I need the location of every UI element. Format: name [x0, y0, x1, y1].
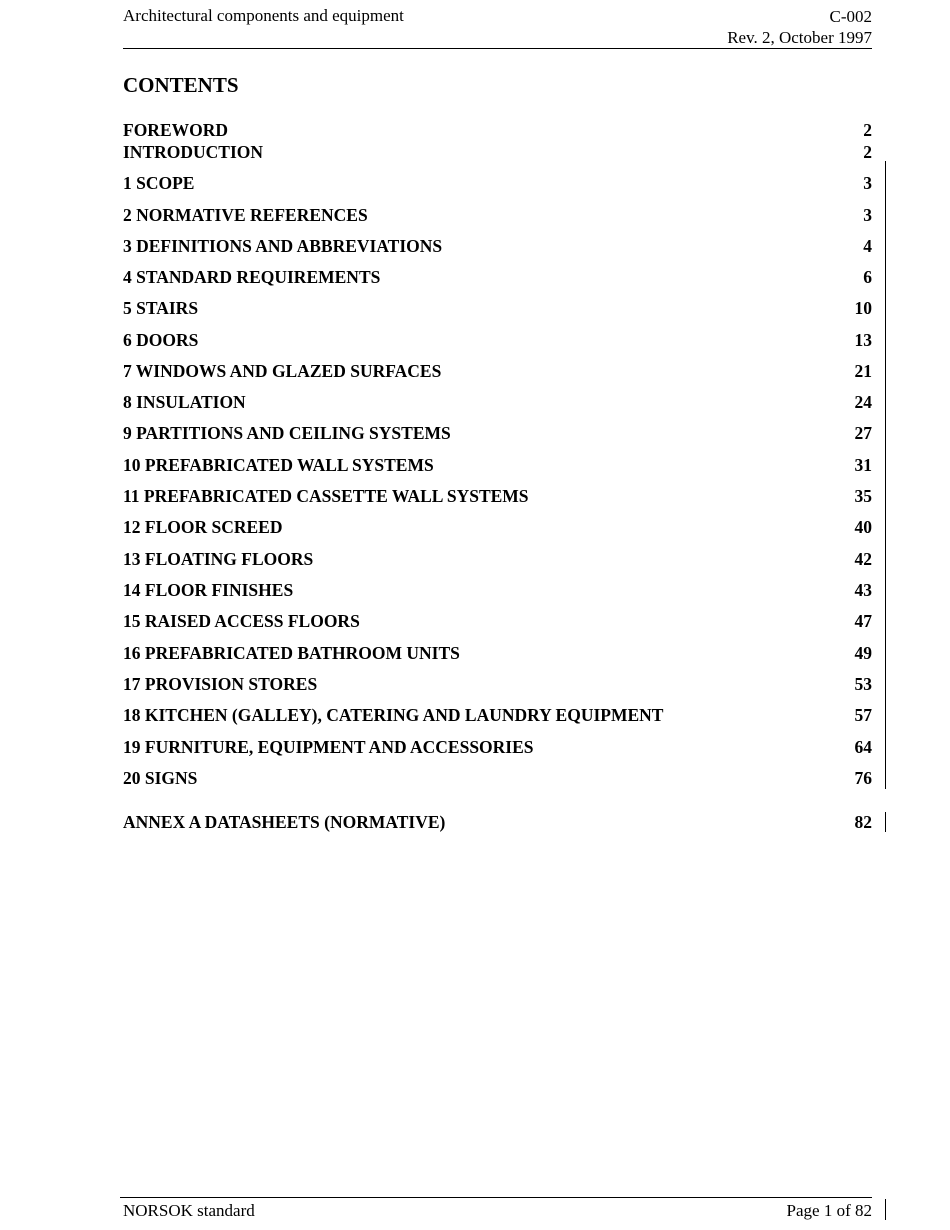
toc-entry-foreword[interactable] — [123, 119, 872, 141]
toc-entry-5[interactable] — [123, 297, 872, 319]
revision-change-bar — [885, 1199, 886, 1220]
toc-entry-16[interactable] — [123, 642, 872, 664]
toc-entry-label: 7 WINDOWS AND GLAZED SURFACES — [123, 361, 442, 381]
header-doc-info — [727, 6, 872, 48]
toc-entry-12[interactable] — [123, 516, 872, 538]
toc-entry-page: 31 — [854, 455, 872, 475]
revision-date: Rev. 2, October 1997 — [727, 28, 872, 47]
contents-heading: CONTENTS — [123, 73, 239, 97]
toc-entry-label: 9 PARTITIONS AND CEILING SYSTEMS — [123, 423, 451, 443]
toc-entry-18[interactable] — [123, 704, 872, 726]
toc-entry-page: 4 — [863, 236, 872, 256]
toc-entry-label: 12 FLOOR SCREED — [123, 517, 283, 537]
toc-entry-label: 8 INSULATION — [123, 392, 246, 412]
toc-entry-label: 11 PREFABRICATED CASSETTE WALL SYSTEMS — [123, 486, 529, 506]
toc-entry-17[interactable] — [123, 673, 872, 695]
toc-entry-label: 1 SCOPE — [123, 173, 195, 193]
toc-entry-6[interactable] — [123, 329, 872, 351]
toc-entry-label: INTRODUCTION — [123, 142, 264, 162]
toc-entry-label: 18 KITCHEN (GALLEY), CATERING AND LAUNDRY EQUIPMENT — [123, 705, 664, 725]
toc-entry-page: 57 — [854, 705, 872, 725]
toc-entry-label: 20 SIGNS — [123, 768, 198, 788]
toc-entry-page: 2 — [863, 120, 872, 140]
toc-entry-label: 2 NORMATIVE REFERENCES — [123, 205, 368, 225]
toc-entry-label: 16 PREFABRICATED BATHROOM UNITS — [123, 643, 460, 663]
toc-entry-11[interactable] — [123, 485, 872, 507]
toc-entry-7[interactable] — [123, 360, 872, 382]
toc-entry-19[interactable] — [123, 736, 872, 758]
toc-entry-page: 2 — [863, 142, 872, 162]
toc-entry-2[interactable] — [123, 204, 872, 226]
toc-entry-label: 10 PREFABRICATED WALL SYSTEMS — [123, 455, 434, 475]
toc-entry-label: 19 FURNITURE, EQUIPMENT AND ACCESSORIES — [123, 737, 534, 757]
toc-entry-label: 6 DOORS — [123, 330, 199, 350]
toc-entry-page: 47 — [854, 611, 872, 631]
revision-change-bar — [885, 812, 886, 832]
revision-change-bar — [885, 161, 886, 789]
toc-entry-20[interactable] — [123, 767, 872, 789]
toc-entry-9[interactable] — [123, 422, 872, 444]
toc-entry-8[interactable] — [123, 391, 872, 413]
toc-entry-label: 14 FLOOR FINISHES — [123, 580, 294, 600]
toc-entry-page: 43 — [854, 580, 872, 600]
footer-standard-name: NORSOK standard — [123, 1201, 255, 1220]
toc-entry-page: 24 — [854, 392, 872, 412]
toc-entry-label: 4 STANDARD REQUIREMENTS — [123, 267, 381, 287]
toc-entry-10[interactable] — [123, 454, 872, 476]
toc-entry-page: 40 — [854, 517, 872, 537]
toc-entry-page: 53 — [854, 674, 872, 694]
toc-entry-3[interactable] — [123, 235, 872, 257]
toc-entry-label: 5 STAIRS — [123, 298, 199, 318]
toc-entry-label: 13 FLOATING FLOORS — [123, 549, 314, 569]
toc-entry-label: ANNEX A DATASHEETS (NORMATIVE) — [123, 812, 446, 832]
page-header — [123, 6, 872, 49]
toc-entry-annex-a[interactable] — [123, 811, 872, 833]
toc-entry-page: 42 — [854, 549, 872, 569]
toc-entry-introduction[interactable] — [123, 141, 872, 163]
header-title: Architectural components and equipment — [123, 6, 404, 25]
toc-entry-page: 3 — [863, 205, 872, 225]
toc-entry-page: 27 — [854, 423, 872, 443]
toc-entry-page: 3 — [863, 173, 872, 193]
toc-entry-page: 76 — [854, 768, 872, 788]
toc-entry-label: FOREWORD — [123, 120, 228, 140]
toc-entry-label: 17 PROVISION STORES — [123, 674, 318, 694]
page-footer — [120, 1197, 872, 1228]
toc-entry-4[interactable] — [123, 266, 872, 288]
toc-entry-page: 21 — [854, 361, 872, 381]
toc-entry-page: 49 — [854, 643, 872, 663]
toc-entry-page: 82 — [854, 812, 872, 832]
toc-entry-label: 15 RAISED ACCESS FLOORS — [123, 611, 360, 631]
page-number: Page 1 of 82 — [786, 1201, 872, 1220]
toc-entry-label: 3 DEFINITIONS AND ABBREVIATIONS — [123, 236, 443, 256]
toc-entry-page: 10 — [854, 298, 872, 318]
toc-entry-13[interactable] — [123, 548, 872, 570]
toc-entry-page: 13 — [854, 330, 872, 350]
toc-entry-15[interactable] — [123, 610, 872, 632]
toc-entry-page: 64 — [854, 737, 872, 757]
toc-entry-page: 6 — [863, 267, 872, 287]
toc-entry-1[interactable] — [123, 172, 872, 194]
toc-entry-page: 35 — [854, 486, 872, 506]
doc-number: C-002 — [829, 7, 872, 26]
toc-entry-14[interactable] — [123, 579, 872, 601]
